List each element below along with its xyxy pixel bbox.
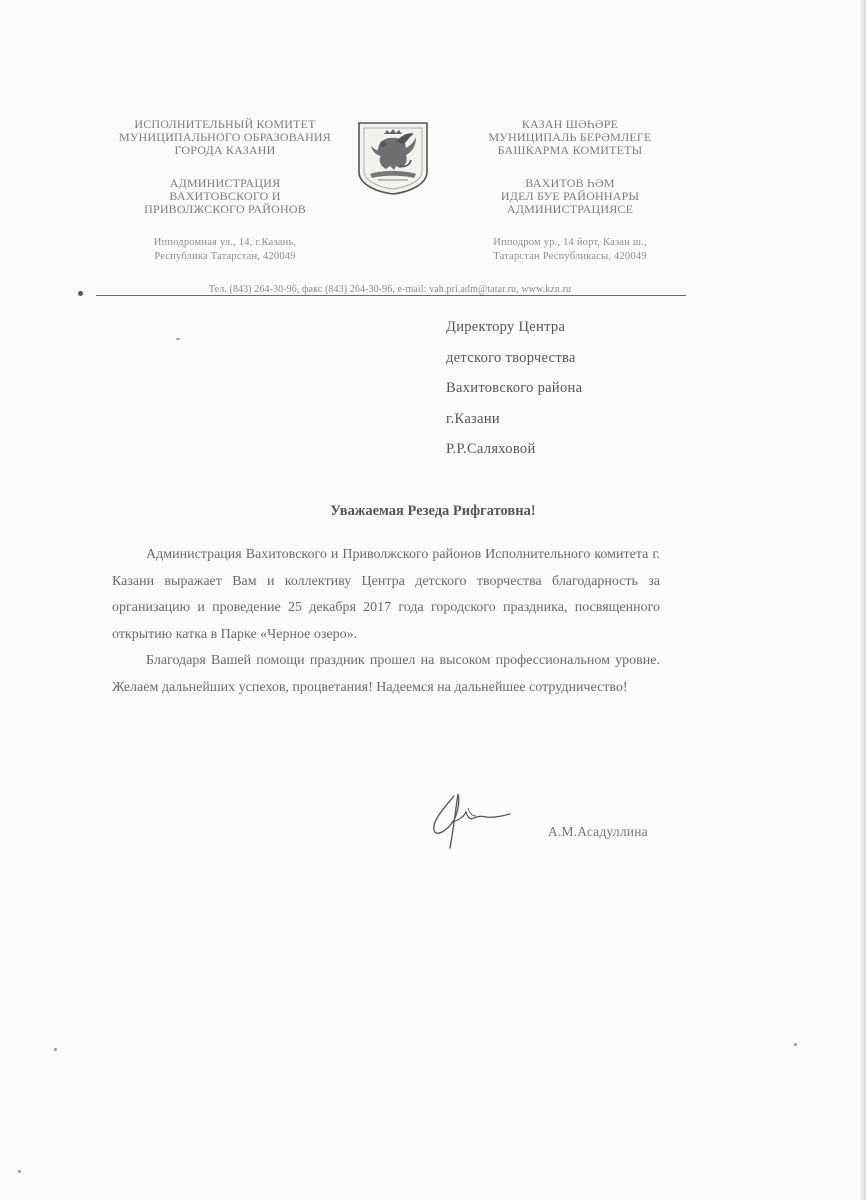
admin-line: АДМИНИСТРАЦИЯ bbox=[169, 176, 281, 190]
admin-name-ru bbox=[100, 177, 350, 216]
addressee-block bbox=[446, 312, 766, 465]
org-line: МУНИЦИПАЛЬ БЕРӘМЛЕГЕ bbox=[488, 130, 652, 144]
admin-name-tt bbox=[450, 177, 690, 216]
contacts-line: Тел. (843) 264-30-96, факс (843) 264-30-96, e-mail: vah.pri.adm@tatar.ru, www.kzn.ru bbox=[208, 284, 572, 295]
address-tt bbox=[450, 236, 690, 264]
addressee-line: Вахитовского района bbox=[446, 380, 583, 396]
admin-line: ВАХИТОВ ҺӘМ bbox=[525, 176, 615, 190]
org-line: ИСПОЛНИТЕЛЬНЫЙ КОМИТЕТ bbox=[134, 117, 316, 131]
scan-speck bbox=[18, 1170, 21, 1173]
admin-line: ИДЕЛ БУЕ РАЙОННАРЫ bbox=[500, 189, 640, 203]
letter-body bbox=[112, 542, 660, 702]
admin-line: ПРИВОЛЖСКОГО РАЙОНОВ bbox=[144, 202, 306, 216]
salutation: Уважаемая Резеда Рифгатовна! bbox=[330, 503, 536, 519]
scan-speck bbox=[176, 338, 180, 340]
org-line: БАШКАРМА КОМИТЕТЫ bbox=[497, 143, 643, 157]
addressee-line: г.Казани bbox=[446, 410, 500, 427]
page-edge-shadow bbox=[860, 0, 866, 1200]
body-paragraph: Администрация Вахитовского и Приволжского районов Исполнительного комитета г. Казани выражает Вам и коллективу Центра детского творчества благодарность за организацию и проведение 25 декабря 2017 года городского праздника, посвященного открытию катка в Парке «Черное озеро». bbox=[112, 547, 660, 642]
address-line: Республика Татарстан, 420049 bbox=[154, 251, 296, 262]
letterhead-divider bbox=[96, 295, 686, 296]
letterhead-left bbox=[100, 118, 350, 264]
address-line: Ипподромная ул., 14, г.Казань, bbox=[153, 237, 297, 248]
address-line: Ипподром ур., 14 йорт, Казан ш., bbox=[493, 237, 647, 248]
handwritten-signature-icon bbox=[424, 786, 514, 852]
org-name-tt bbox=[450, 118, 690, 157]
scan-speck bbox=[54, 1048, 57, 1051]
admin-line: ВАХИТОВСКОГО И bbox=[169, 189, 281, 203]
signer-name: А.М.Асадуллина bbox=[548, 824, 648, 839]
org-line: КАЗАН ШӘҺӘРЕ bbox=[521, 117, 619, 131]
address-line: Татарстан Республикасы, 420049 bbox=[493, 251, 647, 262]
addressee-line: детского творчества bbox=[446, 349, 576, 366]
body-paragraph: Благодаря Вашей помощи праздник прошел на высоком профессиональном уровне. Желаем дальнейших успехов, процветания! Надеемся на дальнейшее сотрудничество! bbox=[112, 653, 660, 695]
addressee-line: Р.Р.Саляховой bbox=[446, 441, 536, 457]
letterhead-right bbox=[450, 118, 690, 264]
org-line: ГОРОДА КАЗАНИ bbox=[174, 143, 276, 157]
address-ru bbox=[100, 236, 350, 264]
org-line: МУНИЦИПАЛЬНОГО ОБРАЗОВАНИЯ bbox=[118, 130, 332, 144]
scan-speck bbox=[794, 1043, 797, 1046]
kazan-coat-of-arms-icon bbox=[356, 120, 430, 196]
org-name-ru bbox=[100, 118, 350, 157]
admin-line: АДМИНИСТРАЦИЯСЕ bbox=[506, 202, 634, 216]
addressee-line: Директору Центра bbox=[446, 319, 566, 335]
margin-dot bbox=[78, 291, 83, 296]
